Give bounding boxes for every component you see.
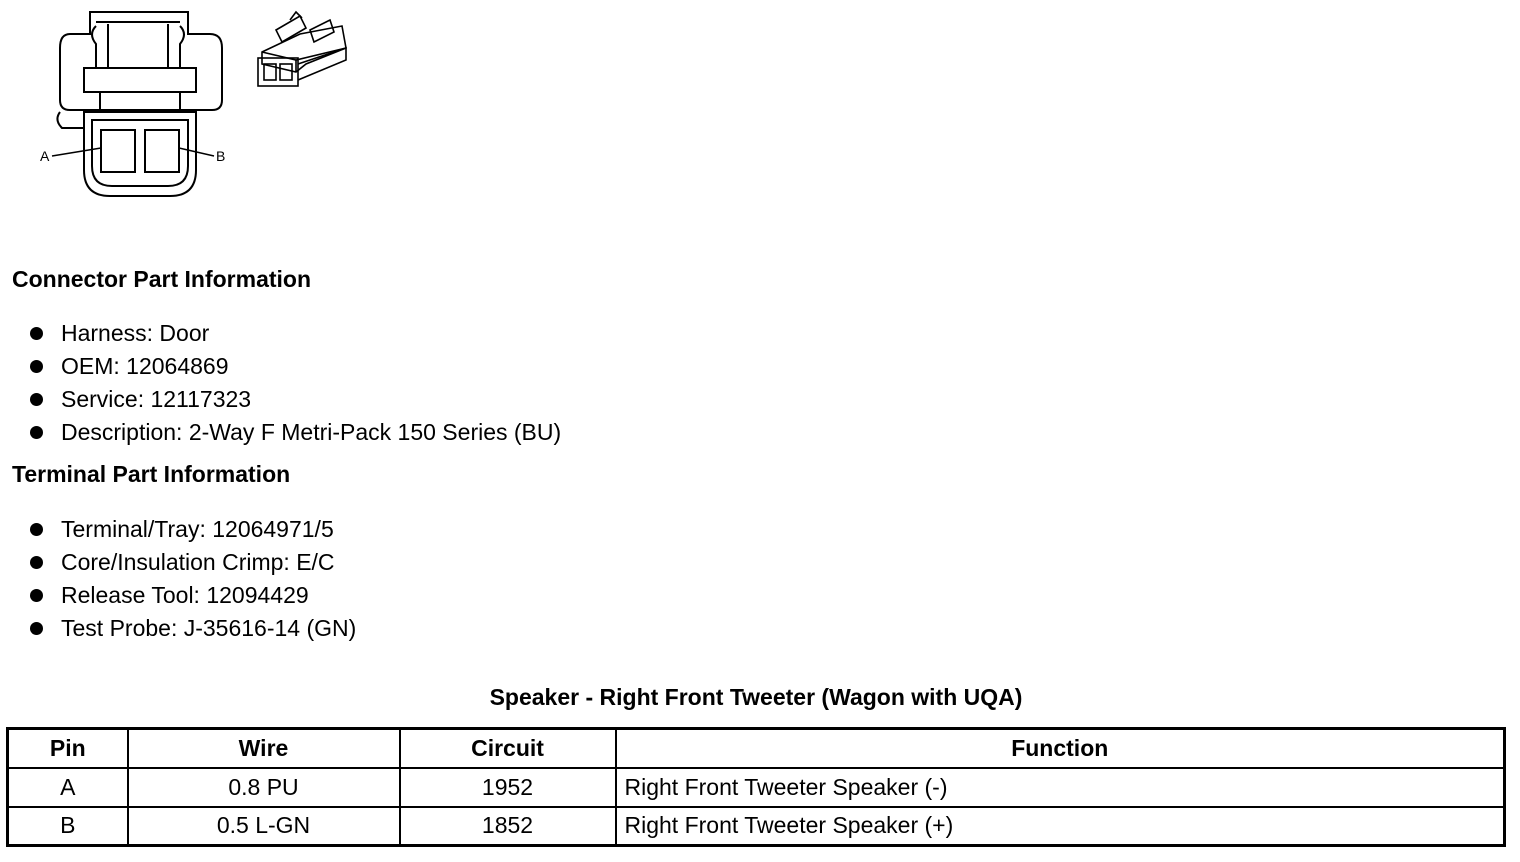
list-item bbox=[30, 416, 561, 449]
table-title: Speaker - Right Front Tweeter (Wagon with UQA) bbox=[489, 684, 1023, 710]
cell-function: Right Front Tweeter Speaker (+) bbox=[616, 807, 1505, 846]
list-item-text: Harness: Door bbox=[61, 320, 210, 346]
list-item bbox=[30, 546, 356, 579]
bullet-icon bbox=[30, 426, 43, 439]
list-item bbox=[30, 579, 356, 612]
terminal-info-heading: Terminal Part Information bbox=[12, 461, 291, 487]
cell-function: Right Front Tweeter Speaker (-) bbox=[616, 768, 1505, 807]
header-pin: Pin bbox=[8, 729, 128, 768]
table-header-row bbox=[8, 729, 1505, 768]
pin-b-label: B bbox=[216, 148, 226, 164]
connector-info-list bbox=[30, 317, 561, 449]
list-item-text: Test Probe: J-35616-14 (GN) bbox=[61, 615, 357, 641]
list-item bbox=[30, 317, 561, 350]
connector-info-heading: Connector Part Information bbox=[12, 266, 312, 292]
bullet-icon bbox=[30, 393, 43, 406]
terminal-info-list bbox=[30, 513, 356, 645]
bullet-icon bbox=[30, 622, 43, 635]
cell-circuit: 1952 bbox=[400, 768, 616, 807]
list-item-text: Terminal/Tray: 12064971/5 bbox=[61, 516, 334, 542]
cell-wire: 0.8 PU bbox=[128, 768, 400, 807]
cell-circuit: 1852 bbox=[400, 807, 616, 846]
connector-diagram bbox=[0, 0, 380, 210]
table-row bbox=[8, 768, 1505, 807]
list-item bbox=[30, 350, 561, 383]
cell-pin: B bbox=[8, 807, 128, 846]
list-item bbox=[30, 513, 356, 546]
list-item-text: Description: 2-Way F Metri-Pack 150 Series (BU) bbox=[61, 419, 562, 445]
cell-pin: A bbox=[8, 768, 128, 807]
bullet-icon bbox=[30, 589, 43, 602]
pin-table bbox=[6, 727, 1506, 847]
bullet-icon bbox=[30, 523, 43, 536]
list-item bbox=[30, 383, 561, 416]
list-item bbox=[30, 612, 356, 645]
bullet-icon bbox=[30, 360, 43, 373]
list-item-text: Service: 12117323 bbox=[61, 386, 252, 412]
bullet-icon bbox=[30, 327, 43, 340]
header-circuit: Circuit bbox=[400, 729, 616, 768]
header-wire: Wire bbox=[128, 729, 400, 768]
list-item-text: Release Tool: 12094429 bbox=[61, 582, 309, 608]
list-item-text: Core/Insulation Crimp: E/C bbox=[61, 549, 335, 575]
list-item-text: OEM: 12064869 bbox=[61, 353, 229, 379]
cell-wire: 0.5 L-GN bbox=[128, 807, 400, 846]
pin-a-label: A bbox=[40, 148, 50, 164]
header-function: Function bbox=[616, 729, 1505, 768]
table-row bbox=[8, 807, 1505, 846]
bullet-icon bbox=[30, 556, 43, 569]
